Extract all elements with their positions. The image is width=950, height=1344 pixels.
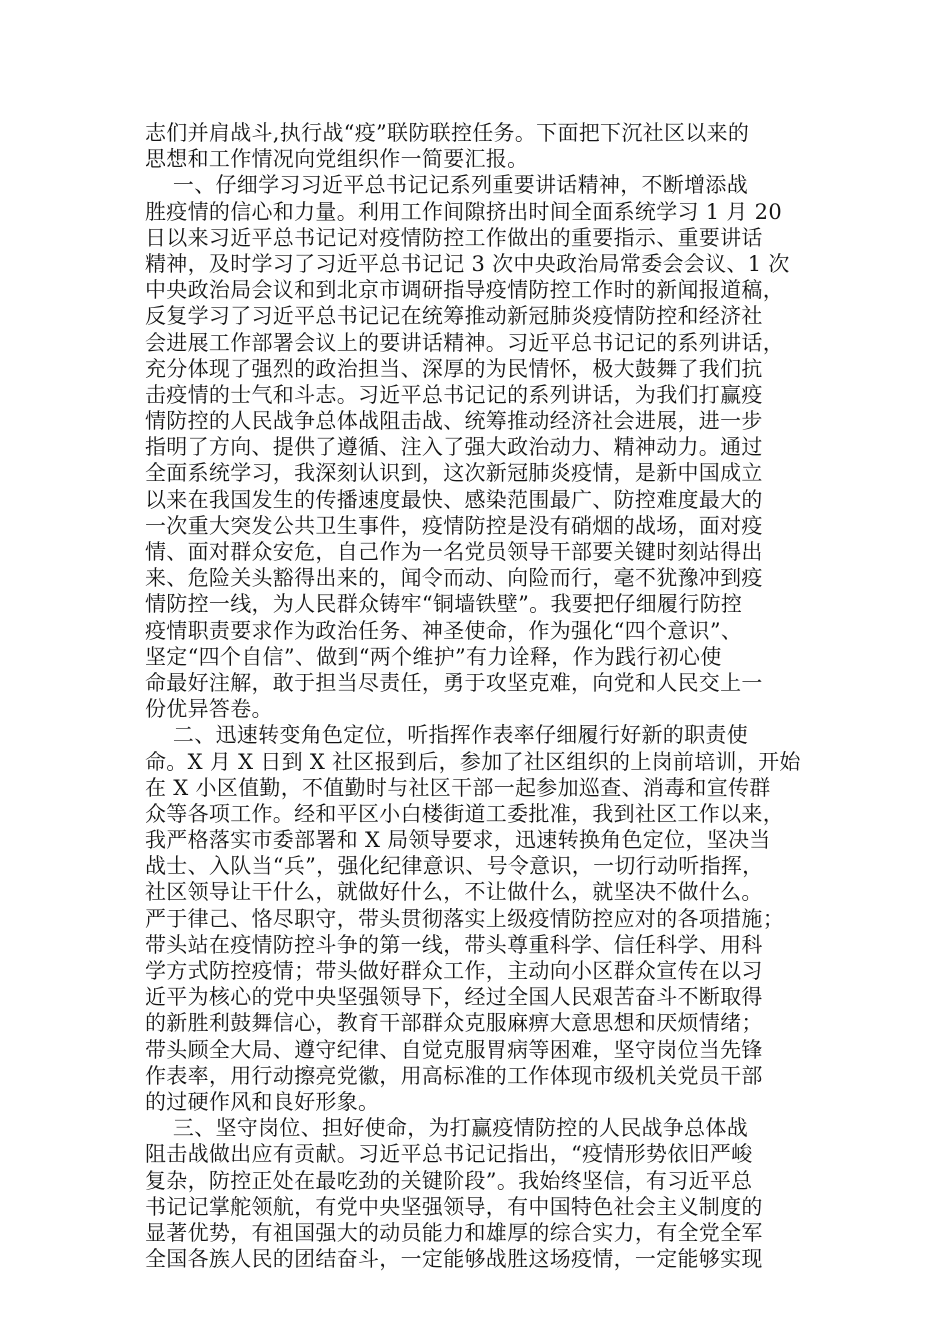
text-line: 情防控一线，为人民群众铸牢“铜墙铁壁”。我要把仔细履行防控 [145,592,743,617]
text-line: 严于律己、恪尽职守，带头贯彻落实上级疫情防控应对的各项措施； [145,906,784,931]
text-line: 会进展工作部署会议上的要讲话精神。习近平总书记记的系列讲话， [145,330,784,355]
text-line: 日以来习近平总书记记对疫情防控工作做出的重要指示、重要讲话 [145,225,763,250]
text-line: 全国各族人民的团结奋斗，一定能够战胜这场疫情，一定能够实现 [145,1247,763,1272]
text-line: 社区领导让干什么，就做好什么，不让做什么，就坚决不做什么。 [145,880,763,905]
document-body [145,120,810,1272]
text-line: 指明了方向、提供了遵循、注入了强大政治动力、精神动力。通过 [145,435,763,460]
text-line: 份优异答卷。 [145,697,273,722]
text-line: 在 X 小区值勤，不值勤时与社区干部一起参加巡查、消毒和宣传群 [145,775,771,800]
text-line: 复杂，防控正处在最吃劲的关键阶段”。我始终坚信，有习近平总 [145,1168,753,1193]
text-line: 以来在我国发生的传播速度最快、感染范围最广、防控难度最大的 [145,487,763,512]
text-line: 反复学习了习近平总书记记在统筹推动新冠肺炎疫情防控和经济社 [145,304,763,329]
text-line: 情防控的人民战争总体战阻击战、统筹推动经济社会进展，进一步 [145,409,763,434]
text-line: 近平为核心的党中央坚强领导下，经过全国人民艰苦奋斗不断取得 [145,985,763,1010]
text-line: 三、坚守岗位、担好使命，为打赢疫情防控的人民战争总体战 [145,1116,748,1141]
text-line: 带头站在疫情防控斗争的第一线，带头尊重科学、信任科学、用科 [145,932,763,957]
text-line: 的过硬作风和良好形象。 [145,1089,380,1114]
text-line: 作表率，用行动擦亮党徽，用高标准的工作体现市级机关党员干部 [145,1063,763,1088]
text-line: 书记记掌舵领航，有党中央坚强领导，有中国特色社会主义制度的 [145,1194,763,1219]
text-line: 疫情职责要求作为政治任务、神圣使命，作为强化“四个意识”、 [145,618,743,643]
text-line: 阻击战做出应有贡献。习近平总书记记指出，“疫情形势依旧严峻 [145,1142,753,1167]
text-line: 中央政治局会议和到北京市调研指导疫情防控工作时的新闻报道稿， [145,278,784,303]
text-line: 充分体现了强烈的政治担当、深厚的为民情怀，极大鼓舞了我们抗 [145,356,763,381]
text-line: 的新胜利鼓舞信心，教育干部群众克服麻痹大意思想和厌烦情绪； [145,1011,763,1036]
text-line: 命最好注解，敢于担当尽责任，勇于攻坚克难，向党和人民交上一 [145,670,763,695]
text-line: 情、面对群众安危，自己作为一名党员领导干部要关键时刻站得出 [145,540,763,564]
text-line: 坚定“四个自信”、做到“两个维护”有力诠释，作为践行初心使 [145,644,722,669]
text-line: 击疫情的士气和斗志。习近平总书记记的系列讲话，为我们打赢疫 [145,382,763,407]
text-line: 学方式防控疫情；带头做好群众工作，主动向小区群众宣传在以习 [145,959,763,983]
text-line: 二、迅速转变角色定位，听指挥作表率仔细履行好新的职责使 [145,723,748,748]
text-line: 来、危险关头豁得出来的，闻令而动、向险而行，毫不犹豫冲到疫 [145,566,763,591]
text-line: 志们并肩战斗,执行战“疫”联防联控任务。下面把下沉社区以来的 [145,121,750,145]
text-line: 众等各项工作。经和平区小白楼街道工委批准，我到社区工作以来， [145,801,784,826]
text-line: 带头顾全大局、遵守纪律、自觉克服胃病等困难，坚守岗位当先锋 [145,1037,763,1062]
text-line: 我严格落实市委部署和 X 局领导要求，迅速转换角色定位，坚决当 [145,828,771,853]
text-line: 一次重大突发公共卫生事件，疫情防控是没有硝烟的战场，面对疫 [145,513,763,538]
text-line: 胜疫情的信心和力量。利用工作间隙挤出时间全面系统学习 1 月 20 [145,199,783,224]
text-line: 思想和工作情况向党组织作一简要汇报。 [145,147,529,172]
text-line: 精神，及时学习了习近平总书记记 3 次中央政治局常委会会议、1 次 [145,251,790,276]
text-line: 战士、入队当“兵”，强化纪律意识、号令意识，一切行动听指挥， [145,854,764,879]
text-line: 一、仔细学习习近平总书记记系列重要讲话精神，不断增添战 [145,173,748,198]
text-line: 命。X 月 X 日到 X 社区报到后，参加了社区组织的上岗前培训，开始 [145,749,801,774]
text-line: 显著优势，有祖国强大的动员能力和雄厚的综合实力，有全党全军 [145,1220,763,1245]
text-line: 全面系统学习，我深刻认识到，这次新冠肺炎疫情，是新中国成立 [145,461,763,486]
